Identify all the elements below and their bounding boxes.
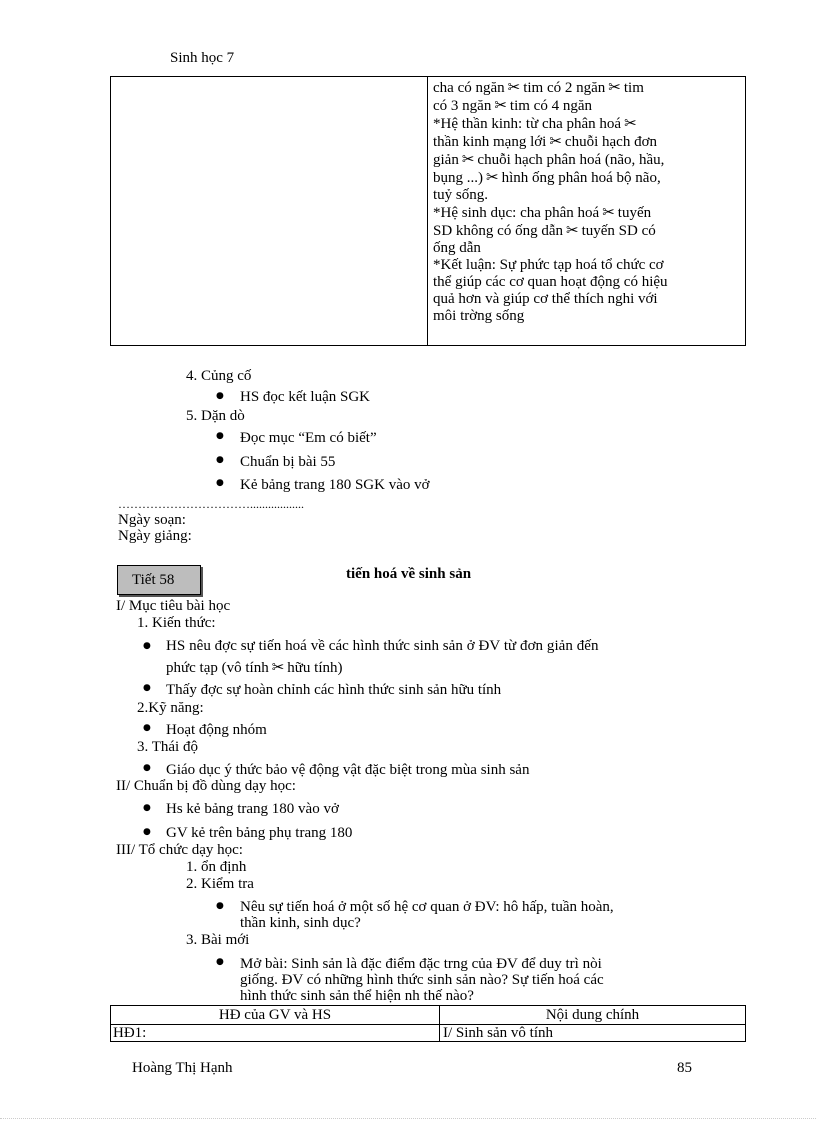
page-number: 85: [677, 1060, 692, 1076]
section4-item: HS đọc kết luận SGK: [240, 389, 370, 405]
rc-line-13: quả hơn và giúp cơ thể thích nghi với: [433, 291, 658, 307]
rc-line-1: cha có ngăn ✂ tim có 2 ngăn ✂ tim: [433, 78, 644, 96]
section5-item: Kẻ bảng trang 180 SGK vào vở: [240, 477, 430, 493]
rc-line-4: thần kinh mạng lới ✂ chuỗi hạch đơn: [433, 132, 657, 150]
top-table: [110, 76, 746, 346]
scissors-icon: ✂: [602, 203, 615, 221]
activity-table: [110, 1005, 746, 1042]
rc-line-5: giản ✂ chuỗi hạch phân hoá (não, hầu,: [433, 150, 665, 168]
skills-item: Hoạt động nhóm: [166, 722, 267, 738]
scissors-icon: ✂: [486, 168, 499, 186]
bullet-icon: ●: [143, 803, 151, 813]
bullet-icon: ●: [216, 901, 224, 911]
bullet-icon: ●: [143, 641, 151, 651]
footer-author: Hoàng Thị Hạnh: [132, 1060, 233, 1076]
attitude-heading: 3. Thái độ: [137, 739, 198, 755]
rc-line-10: ống dẫn: [433, 240, 481, 256]
section5-label: 5. Dặn dò: [186, 408, 245, 424]
date-prepare: Ngày soạn:: [118, 512, 186, 528]
section5-item: Đọc mục “Em có biết”: [240, 430, 377, 446]
bullet-icon: ●: [143, 827, 151, 837]
rc-line-12: thể giúp các cơ quan hoạt động có hiệu: [433, 274, 668, 290]
knowledge-heading: 1. Kiến thức:: [137, 615, 216, 631]
objectives-heading: I/ Mục tiêu bài học: [116, 598, 231, 614]
table-cell-content: I/ Sinh sản vô tính: [443, 1025, 554, 1041]
bullet-icon: ●: [143, 683, 151, 693]
table-divider: [427, 77, 428, 345]
bullet-icon: ●: [216, 455, 224, 465]
table-header-activities: HĐ của GV và HS: [218, 1007, 332, 1023]
section5-item: Chuẩn bị bài 55: [240, 454, 336, 470]
table-row-separator: [111, 1024, 745, 1025]
rc-line-8: *Hệ sinh dục: cha phân hoá ✂ tuyến: [433, 203, 652, 221]
table-cell-activity: HĐ1:: [113, 1025, 147, 1041]
org-step-1: 1. ổn định: [186, 859, 247, 875]
bullet-icon: ●: [216, 478, 224, 488]
rc-line-9: SD không có ống dẫn ✂ tuyến SD có: [433, 221, 656, 239]
scissors-icon: ✂: [271, 658, 285, 676]
prep-item: GV kẻ trên bảng phụ trang 180: [166, 825, 353, 841]
scissors-icon: ✂: [549, 132, 562, 150]
rc-line-11: *Kết luận: Sự phức tạp hoá tổ chức cơ: [433, 257, 664, 273]
knowledge-item-1-line1: HS nêu đợc sự tiến hoá về các hình thức sinh sản ở ĐV từ đơn giản đến: [166, 638, 599, 654]
bullet-icon: ●: [143, 723, 151, 733]
scissors-icon: ✂: [494, 96, 507, 114]
rc-line-6: bụng ...) ✂ hình ống phân hoá bộ não,: [433, 168, 661, 186]
rc-line-3: *Hệ thần kinh: từ cha phân hoá ✂: [433, 114, 637, 132]
bullet-icon: ●: [216, 431, 224, 441]
top-table-right-cell: [433, 79, 739, 325]
attitude-item: Giáo dục ý thức bảo vệ động vật đặc biệt trong mùa sinh sản: [166, 762, 530, 778]
lesson-title: tiến hoá về sinh sản: [346, 566, 472, 582]
date-teach: Ngày giảng:: [118, 528, 192, 544]
rc-line-7: tuỷ sống.: [433, 187, 489, 203]
prep-heading: II/ Chuẩn bị đồ dùng dạy học:: [116, 778, 296, 794]
bullet-icon: ●: [143, 763, 151, 773]
scissors-icon: ✂: [461, 150, 475, 168]
bullet-icon: ●: [216, 957, 224, 967]
page-edge: [0, 1118, 816, 1119]
scissors-icon: ✂: [608, 78, 621, 96]
org-step-2: 2. Kiểm tra: [186, 876, 254, 892]
scissors-icon: ✂: [566, 221, 579, 239]
knowledge-item-1-line2: phức tạp (vô tính ✂ hữu tính): [166, 658, 343, 676]
org-step-3-item-line2: giống. ĐV có những hình thức sinh sản nào? Sự tiến hoá các: [240, 972, 604, 988]
scissors-icon: ✂: [507, 78, 521, 96]
dotted-separator: ……………………………..................: [118, 497, 304, 511]
rc-line-14: môi trờng sống: [433, 308, 525, 324]
org-step-2-item-line1: Nêu sự tiến hoá ở một số hệ cơ quan ở ĐV: hô hấp, tuần hoàn,: [240, 899, 614, 915]
org-heading: III/ Tổ chức dạy học:: [116, 842, 243, 858]
section4-label: 4. Củng cố: [186, 368, 252, 384]
rc-line-2: có 3 ngăn ✂ tim có 4 ngăn: [433, 96, 592, 114]
skills-heading: 2.Kỹ năng:: [137, 700, 204, 716]
org-step-3: 3. Bài mới: [186, 932, 250, 948]
scissors-icon: ✂: [624, 114, 637, 132]
table-header-content: Nội dung chính: [545, 1007, 640, 1023]
bullet-icon: ●: [216, 391, 224, 401]
org-step-3-item-line1: Mở bài: Sinh sản là đặc điểm đặc trng của ĐV để duy trì nòi: [240, 956, 602, 972]
org-step-2-item-line2: thần kinh, sinh dục?: [240, 915, 361, 931]
lesson-badge: Tiết 58: [117, 565, 201, 595]
knowledge-item-2: Thấy đợc sự hoàn chỉnh các hình thức sinh sản hữu tính: [166, 682, 502, 698]
org-step-3-item-line3: hình thức sinh sản thể hiện nh thế nào?: [240, 988, 474, 1004]
header-subject: Sinh học 7: [170, 50, 235, 66]
prep-item: Hs kẻ bảng trang 180 vào vở: [166, 801, 339, 817]
